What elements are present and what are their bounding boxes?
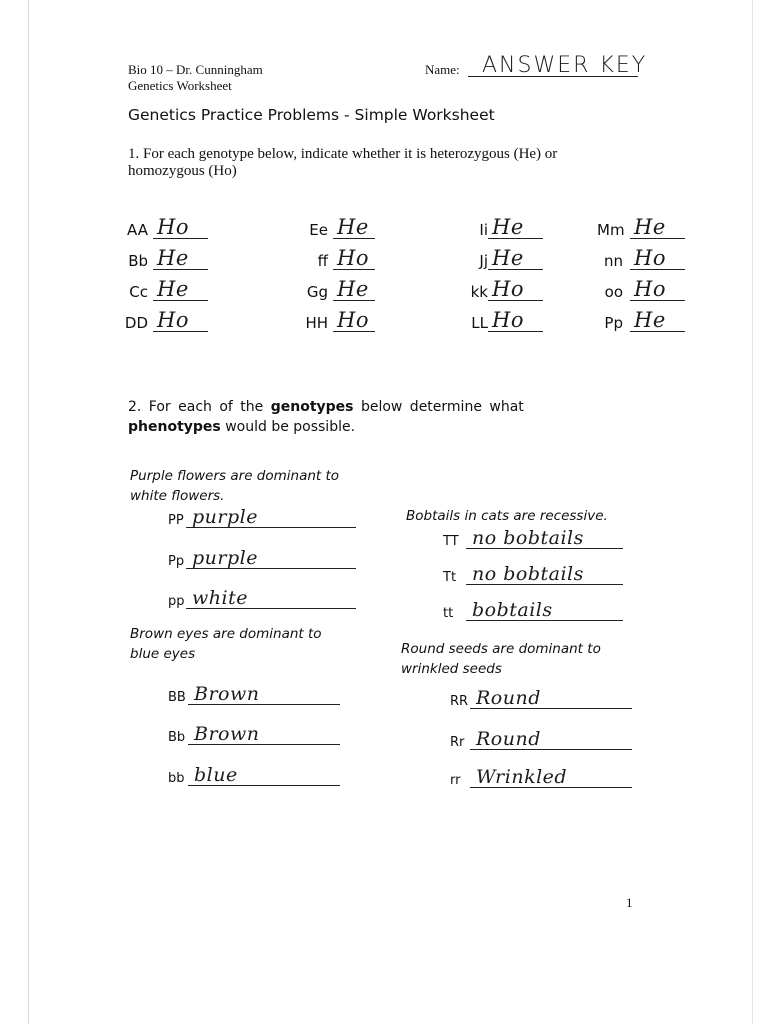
flowers-note [130,466,339,506]
cats-genotype-label: TT [443,534,459,549]
genotype-answer-blank[interactable] [630,215,685,239]
cats-answer-blank[interactable] [466,598,623,621]
eyes-genotype-label: Bb [168,730,186,745]
genotype-answer: Ho [492,308,524,332]
genotype-label: LL [471,314,488,332]
genotype-answer: He [634,215,666,239]
genotype-answer-blank[interactable] [153,277,208,301]
seeds-note-line2: wrinkled seeds [401,661,502,677]
genotype-label: Ee [309,221,328,239]
genotype-answer-blank[interactable] [153,308,208,332]
flowers-answer-blank[interactable] [186,586,356,609]
eyes-answer: Brown [194,683,260,705]
genotype-answer: Ho [337,308,369,332]
genotype-label: Ii [479,221,488,239]
flowers-genotype-label: Pp [168,554,185,569]
seeds-answer: Round [476,687,541,709]
seeds-answer-blank[interactable] [470,727,632,750]
q1-instruction [128,146,557,163]
eyes-answer-blank[interactable] [188,763,340,786]
genotype-answer: Ho [337,246,369,270]
genotype-answer-blank[interactable] [630,277,685,301]
flowers-note-line1: Purple flowers are dominant to [130,468,340,484]
eyes-note [130,624,322,664]
q2-bold-phenotypes: phenotypes [128,419,221,435]
genotype-label: kk [470,283,488,301]
genotype-answer-blank[interactable] [153,246,208,270]
seeds-genotype-label: rr [450,773,461,788]
genotype-label: DD [124,314,148,332]
genotype-label: Pp [604,314,623,332]
right-margin-line [752,0,753,1024]
flowers-answer-blank[interactable] [186,546,356,569]
genotype-answer-blank[interactable] [333,246,375,270]
flowers-answer-blank[interactable] [186,505,356,528]
genotype-answer: He [492,215,524,239]
seeds-answer-blank[interactable] [470,686,632,709]
q2-instruction-line2 [128,419,355,435]
name-field[interactable] [468,52,648,78]
genotype-answer-blank[interactable] [153,215,208,239]
genotype-label: Mm [597,221,625,239]
flowers-answer: white [192,587,248,609]
cats-answer: no bobtails [472,527,584,549]
q1-instruction-line2: homozygous (Ho) [128,163,237,179]
cats-answer: no bobtails [472,563,584,585]
genotype-answer: He [157,277,189,301]
q2-text-a: 2. For each of the [128,399,271,415]
seeds-answer-blank[interactable] [470,765,632,788]
q2-instruction [128,399,524,415]
genotype-answer: Ho [492,277,524,301]
flowers-note-line2: white flowers. [130,488,225,504]
genotype-label: Cc [129,283,148,301]
eyes-answer: blue [194,764,238,786]
genotype-answer-blank[interactable] [488,277,543,301]
course-label: Bio 10 – Dr. Cunningham [128,62,263,77]
genotype-answer: Ho [634,246,666,270]
page-title: Genetics Practice Problems - Simple Worksheet [128,106,495,124]
genotype-label: AA [127,221,148,239]
genotype-answer: He [157,246,189,270]
flowers-genotype-label: pp [168,594,185,609]
genotype-label: Jj [479,252,488,270]
genotype-answer: He [492,246,524,270]
cats-answer-blank[interactable] [466,526,623,549]
q1-line1: 1. For each genotype below, indicate whether it is heterozygous (He) or [128,146,558,162]
eyes-answer: Brown [194,723,260,745]
flowers-answer: purple [192,506,258,528]
left-margin-line [28,0,29,1024]
genotype-label: nn [603,252,623,270]
genotype-label: ff [317,252,328,270]
cats-note: Bobtails in cats are recessive. [406,508,608,524]
eyes-genotype-label: BB [168,690,186,705]
seeds-answer: Round [476,728,541,750]
seeds-note [401,639,601,679]
genotype-answer-blank[interactable] [630,308,685,332]
page-number: 1 [626,895,633,910]
genotype-answer: He [337,277,369,301]
genotype-answer-blank[interactable] [488,308,543,332]
cats-answer-blank[interactable] [466,562,623,585]
cats-genotype-label: Tt [443,570,457,585]
name-value: ANSWER KEY [482,53,648,78]
eyes-note-line1: Brown eyes are dominant to [130,626,322,642]
eyes-note-line2: blue eyes [130,646,196,662]
q2-bold-genotypes: genotypes [270,399,354,415]
genotype-answer: He [634,308,666,332]
eyes-genotype-label: bb [168,771,185,786]
q2-text-c: below determine what [353,399,524,415]
seeds-note-line1: Round seeds are dominant to [401,641,601,657]
genotype-label: Bb [128,252,148,270]
seeds-genotype-label: Rr [450,735,465,750]
genotype-label: HH [305,314,328,332]
genotype-answer-blank[interactable] [333,277,375,301]
eyes-answer-blank[interactable] [188,682,340,705]
genotype-answer: Ho [634,277,666,301]
genotype-answer-blank[interactable] [333,215,375,239]
worksheet-subtitle: Genetics Worksheet [128,78,232,93]
cats-genotype-label: tt [443,606,454,621]
genotype-label: oo [604,283,623,301]
q2-text-d: would be possible. [220,419,356,435]
genotype-answer: Ho [157,308,189,332]
genotype-label: Gg [306,283,328,301]
genotype-answer-blank[interactable] [630,246,685,270]
genotype-answer-blank[interactable] [488,215,543,239]
cats-answer: bobtails [472,599,553,621]
genotype-answer-blank[interactable] [488,246,543,270]
eyes-answer-blank[interactable] [188,722,340,745]
genotype-answer: He [337,215,369,239]
genotype-answer-blank[interactable] [333,308,375,332]
seeds-answer: Wrinkled [476,766,568,788]
seeds-genotype-label: RR [450,694,469,709]
flowers-answer: purple [192,547,258,569]
flowers-genotype-label: PP [168,513,184,528]
name-label: Name: [425,62,460,77]
genotype-answer: Ho [157,215,189,239]
